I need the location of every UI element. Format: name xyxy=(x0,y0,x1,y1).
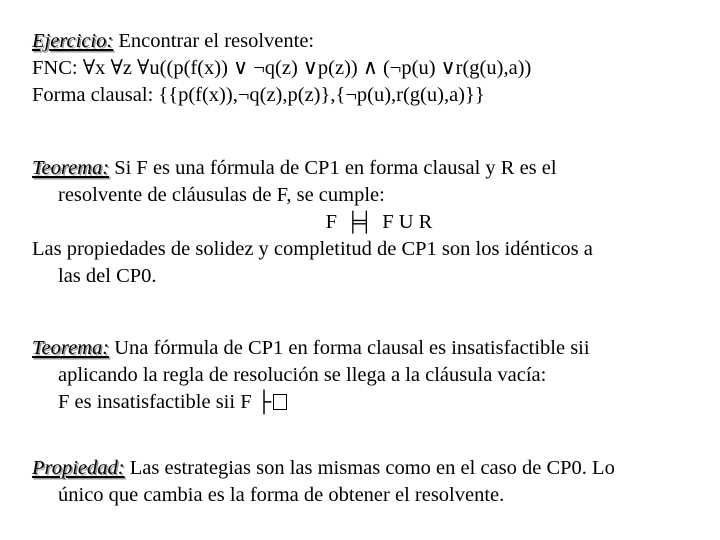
theorem2-line3 xyxy=(32,389,716,416)
exercise-heading xyxy=(32,28,716,55)
derives-symbol: ├ xyxy=(256,391,272,413)
theorem1-heading xyxy=(32,155,716,182)
property-label: Propiedad: xyxy=(32,457,125,479)
formula-left: F xyxy=(325,211,338,233)
theorem1-section xyxy=(32,155,716,290)
property-line1: Las estrategias son las mismas como en el caso de CP0. Lo xyxy=(124,457,615,479)
theorem2-section xyxy=(32,335,716,416)
theorem2-statement: F es insatisfactible sii F xyxy=(58,391,257,413)
property-section xyxy=(32,455,716,509)
exercise-section xyxy=(32,28,716,109)
fnc-formula: FNC: ∀x ∀z ∀u((p(f(x)) ∨ ¬q(z) ∨p(z)) ∧ (¬p(u) ∨r(g(u),a)) xyxy=(32,57,532,79)
exercise-title: Encontrar el resolvente: xyxy=(113,30,315,52)
theorem2-line2: aplicando la regla de resolución se llega a la cláusula vacía: xyxy=(58,364,547,386)
theorem2-heading xyxy=(32,335,716,362)
theorem1-line1: Si F es una fórmula de CP1 en forma clausal y R es el xyxy=(109,157,557,179)
exercise-label: Ejercicio: xyxy=(32,30,114,52)
formula-right: F U R xyxy=(382,211,433,233)
theorem1-label: Teorema: xyxy=(32,157,110,179)
theorem2-label: Teorema: xyxy=(32,337,110,359)
theorem1-line3: Las propiedades de solidez y completitud de CP1 son los idénticos a xyxy=(32,238,593,260)
theorem1-formula xyxy=(32,209,716,236)
theorem1-line4: las del CP0. xyxy=(58,265,157,287)
clausal-form: Forma clausal: {{p(f(x)),¬q(z),p(z)},{¬p(u),r(g(u),a)}} xyxy=(32,84,485,106)
equivalence-symbol: ╞╡ xyxy=(346,212,374,233)
empty-clause-icon xyxy=(273,394,287,410)
property-line2: único que cambia es la forma de obtener el resolvente. xyxy=(58,484,505,506)
property-heading xyxy=(32,455,716,482)
theorem1-line2: resolvente de cláusulas de F, se cumple: xyxy=(58,184,385,206)
theorem2-line1: Una fórmula de CP1 en forma clausal es insatisfactible sii xyxy=(109,337,590,359)
